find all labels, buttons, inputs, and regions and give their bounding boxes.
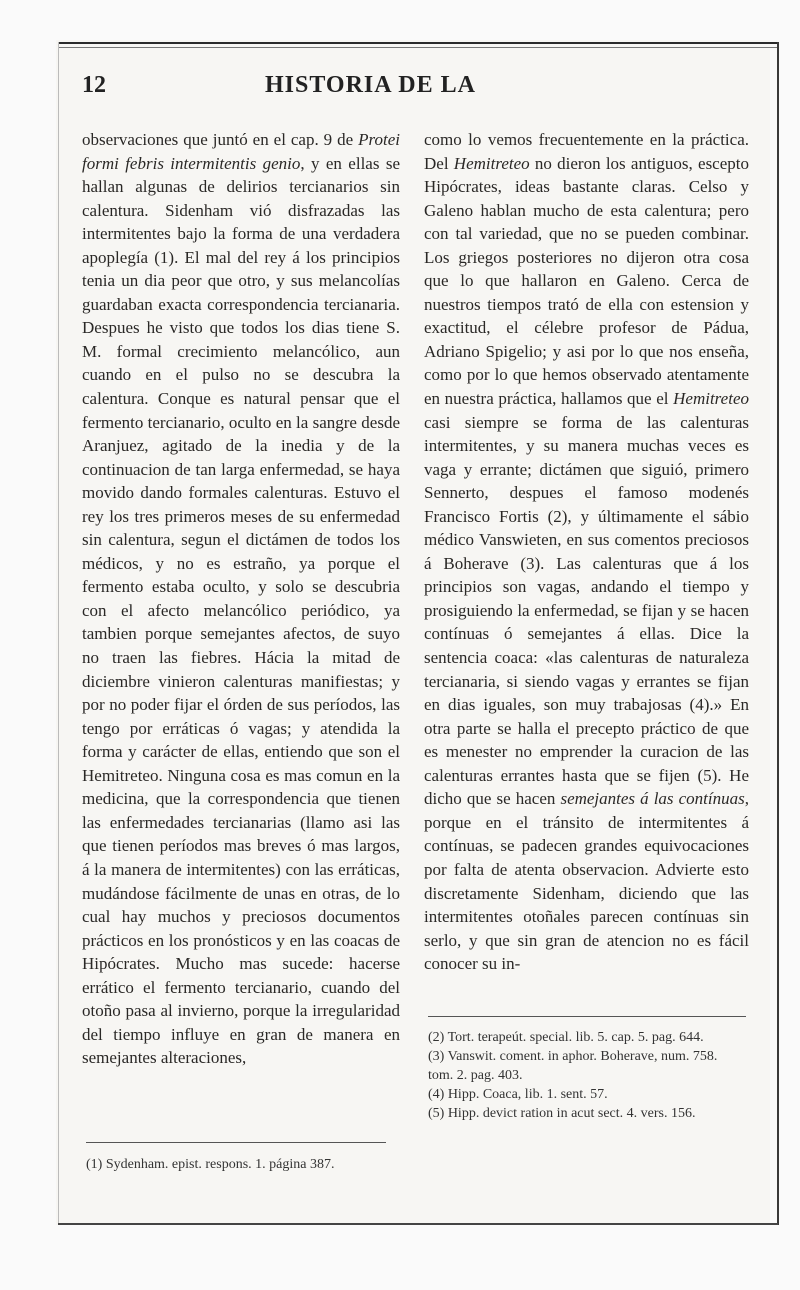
footnote-4: (4) Hipp. Coaca, lib. 1. sent. 57. [428, 1087, 608, 1102]
footnote-3: (3) Vanswit. coment. in aphor. Boherave, num. 758. tom. 2. pag. 403. [428, 1049, 718, 1083]
left-column [82, 128, 400, 1070]
left-paragraph [82, 128, 400, 1070]
border-rule-top-thin [58, 47, 778, 48]
border-rule-right [777, 42, 779, 1225]
footnote-5: (5) Hipp. devict ration in acut sect. 4. vers. 156. [428, 1106, 696, 1121]
footnote-1: (1) Sydenham. epist. respons. 1. página 387. [86, 1157, 335, 1172]
border-rule-top [58, 42, 778, 44]
left-text-2: , y en ellas se hallan algunas de delirios tercianarios sin calentura. Sidenham vió disfrazadas las intermitentes bajo la forma de una verdadera apoplegía (1). El mal del rey á los principios tenia un dia peor que otro, y sus melancolías guardaban exacta correspondencia tercianaria. Despues he visto que todos los dias tiene S. M. formal crecimiento melancólico, aun cuando en el pulso no se descubra la calentura. Conque es natural pensar que el fermento tercianario, oculto en la sangre desde Aranjuez, agitado de la inedia y de la continuacion de tan larga enfermedad, se haya movido dando formales calenturas. Estuvo el rey los tres primeros meses de su enfermedad sin calentura, segun el dictámen de todos los médicos, y no es estraño, ya porque el fermento estaba oculto, y solo se descubria con el afecto melancólico periódico, ya tambien porque semejantes afectos, de suyo no traen las fiebres. Hácia la mitad de diciembre vinieron calenturas manifiestas; y por no poder fijar el órden de sus períodos, las tengo por erráticas ó vagas; y atendida la forma y carácter de ellas, entiendo que son el Hemitreteo. Ninguna cosa es mas comun en la medicina, que la correspondencia que tienen las enfermedades tercianarias (llamo asi las que tienen períodos mas breves ó mas largos, á la manera de intermitentes) con las erráticas, mudándose fácilmente de unas en otras, de lo cual hay muchos y preciosos documentos prácticos en los pronósticos y en las coacas de Hipócrates. Mucho mas sucede: hacerse errático el fermento tercianario, cuando del otoño pasa al invierno, porque la irregularidad del tiempo influye en gran de manera en semejantes alteraciones, [82, 153, 400, 1068]
border-rule-bottom [58, 1223, 778, 1225]
right-text-3: casi siempre se forma de las calenturas intermitentes, y su manera muchas veces es vaga y errante; dictámen que siguió, primero Sennerto, despues el famoso modenés Francisco Fortis (2), y últimamente el sábio médico Vanswieten, en sus comentos preciosos á Boherave (3). Las calenturas que á los principios son vagas, andando el tiempo y prosiguiendo la enfermedad, se fijan y se hacen contínuas ó semejantes á ellas. Dice la sentencia coaca: «las calenturas de naturaleza tercianaria, si siendo vagas y errantes se fijan en dias iguales, son muy trabajosas (4).» En otra parte se halla el precepto práctico de que es menester no emprender la curacion de las calenturas errantes hasta que se fijen (5). He dicho que se hacen [424, 412, 749, 809]
right-paragraph [424, 128, 749, 976]
right-text-1: como lo vemos frecuentemente en la práctica. Del [424, 130, 749, 173]
running-head: HISTORIA DE LA [265, 72, 476, 98]
footnote-rule-right [428, 1016, 746, 1017]
footnotes-left [86, 1155, 386, 1174]
right-text-2: no dieron los antiguos, escepto Hipócrates, ideas bastante claras. Celso y Galeno hablan mucho de esta calentura; pero con tal variedad, que no se pueden combinar. Los griegos posteriores no dijeron otra cosa que lo que hallaron en Galeno. Cerca de nuestros tiempos trató de ella con estension y exactitud, el célebre profesor de Pádua, Adriano Spigelio; y asi por lo que nos enseña, como por lo que hemos observado atentamente en nuestra práctica, hallamos que el [424, 153, 749, 409]
border-rule-left [58, 42, 59, 1225]
footnote-2: (2) Tort. terapeút. special. lib. 5. cap. 5. pag. 644. [428, 1030, 704, 1045]
right-italic-1: Hemitreteo [453, 153, 530, 173]
left-text-1: observaciones que juntó en el cap. 9 de [82, 130, 359, 149]
left-italic-title: Protei formi febris intermitentis genio [82, 130, 400, 173]
right-text-4: , porque en el tránsito de intermitentes á contínuas, se padecen grandes equivocaciones por falta de atenta observacion. Advierte esto discretamente Sidenham, diciendo que las intermitentes otoñales parecen contínuas sin serlo, y que sin gran de atencion no es fácil conocer su in- [424, 789, 749, 974]
right-italic-2: Hemitreteo [673, 389, 749, 409]
footnotes-right [428, 1028, 746, 1123]
right-italic-3: semejantes á las contínuas [560, 789, 745, 809]
right-column [424, 128, 749, 976]
page-number: 12 [82, 72, 106, 98]
footnote-rule-left [86, 1142, 386, 1143]
